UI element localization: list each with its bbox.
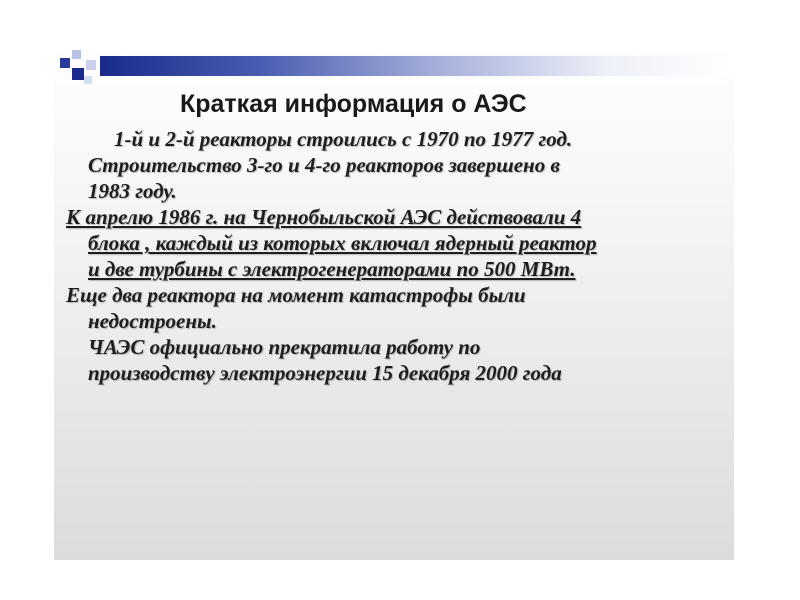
text-line: Еще два реактора на момент катастрофы были: [66, 283, 526, 307]
slide-title: Краткая информация о АЭС: [180, 90, 527, 118]
paragraph-units: [66, 204, 734, 282]
text-line: и две турбины с электрогенераторами по 500 МВт.: [88, 257, 576, 281]
slide: [54, 46, 734, 560]
text-line: 1983 году.: [88, 179, 177, 203]
text-line: ЧАЭС официально прекратила работу по: [88, 335, 481, 359]
decor-square-2: [72, 50, 81, 59]
decor-square-5: [84, 76, 92, 84]
text-line: [88, 126, 734, 152]
paragraph-unfinished: [66, 282, 734, 386]
text-line: блока , каждый из которых включал ядерный реактор: [88, 231, 597, 255]
header-band: [100, 56, 734, 76]
text-line: Строительство 3-го и 4-го реакторов завершено в: [88, 153, 560, 177]
text-line-content: 1-й и 2-й реакторы строились с 1970 по 1977 год.: [114, 127, 573, 151]
text-line: К апрелю 1986 г. на Чернобыльской АЭС действовали 4: [66, 205, 582, 229]
decor-square-3: [72, 68, 84, 80]
decor-square-4: [86, 60, 96, 70]
decor-square-1: [60, 58, 70, 68]
paragraph-construction: [66, 126, 734, 204]
slide-body: [66, 126, 734, 386]
text-line: производству электроэнергии 15 декабря 2000 года: [88, 361, 562, 385]
text-line: недостроены.: [88, 309, 217, 333]
